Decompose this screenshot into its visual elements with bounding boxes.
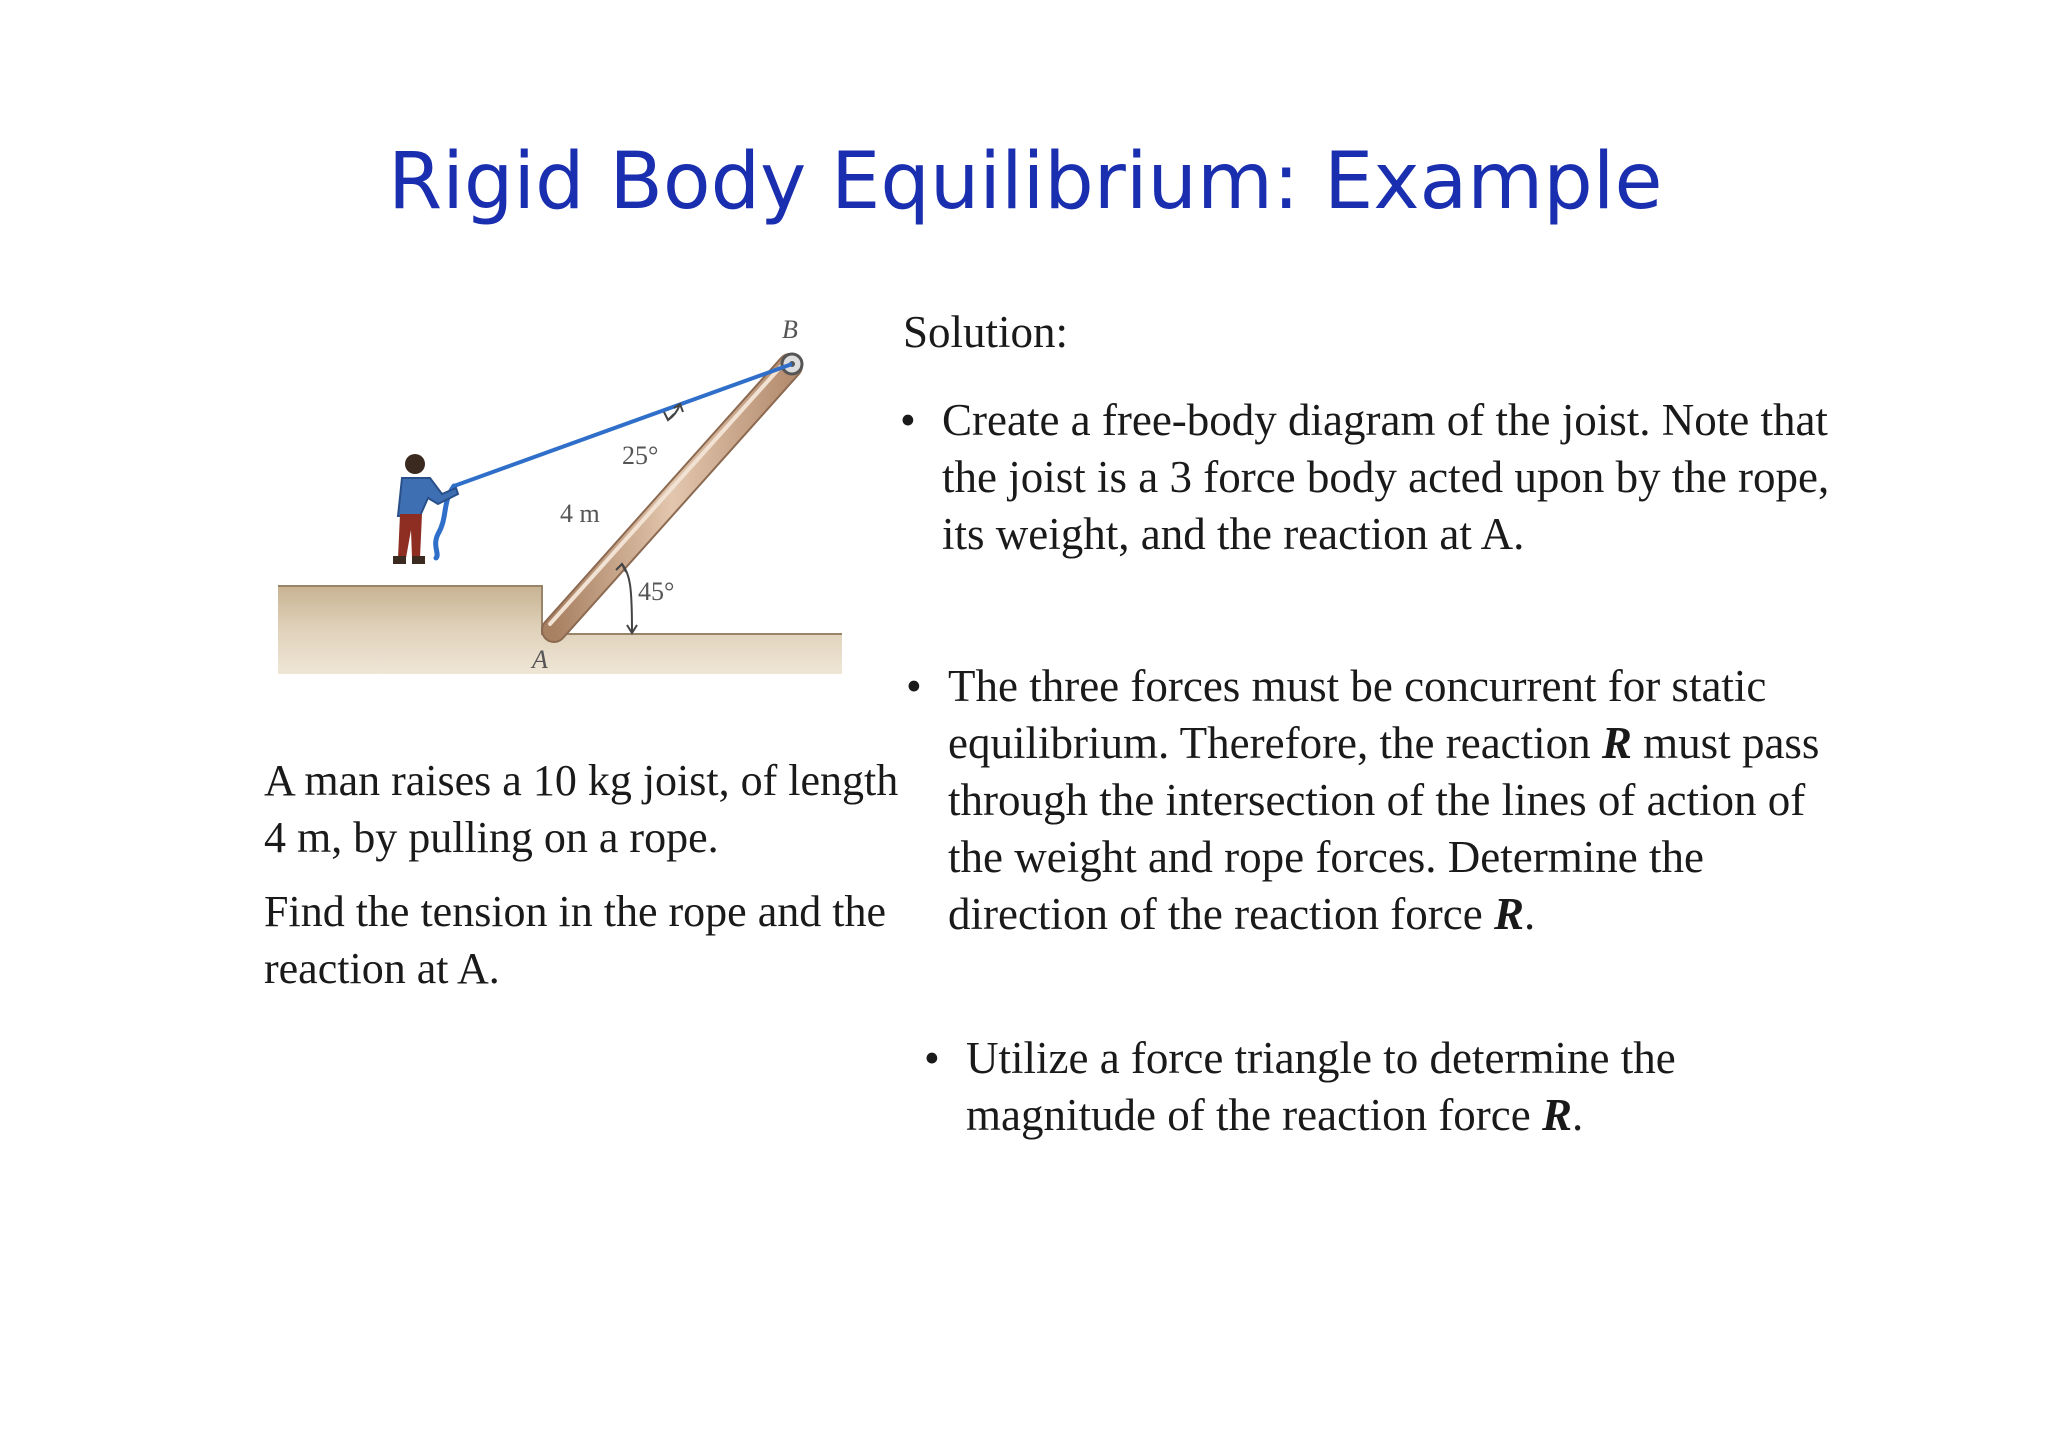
man-figure	[393, 454, 458, 564]
label-a: A	[532, 645, 548, 674]
label-angle-25: 25°	[622, 441, 659, 470]
bullet-2-part-3: .	[1524, 889, 1536, 939]
bullet-3-part-1: Utilize a force triangle to determine the magnitude of the reaction force	[966, 1033, 1676, 1140]
bullet-3-text	[966, 1030, 1844, 1144]
bullet-dot: •	[924, 1033, 940, 1083]
slide-title: Rigid Body Equilibrium: Example	[388, 137, 1663, 227]
bullet-2-text	[948, 658, 1846, 943]
solution-heading: Solution:	[903, 307, 1069, 357]
bullet-2-part-1: The three forces must be concurrent for static equilibrium. Therefore, the reaction	[948, 661, 1767, 768]
bullet-1-text: Create a free-body diagram of the joist. Note that the joist is a 3 force body acted upon by the rope, its weight, and the reaction at A.	[942, 395, 1830, 559]
reaction-symbol: R	[1542, 1090, 1573, 1140]
angle-arc-45	[622, 564, 632, 632]
bullet-dot: •	[900, 395, 916, 445]
problem-line-1: A man raises a 10 kg joist, of length 4 m, by pulling on a rope.	[264, 756, 899, 862]
joist-diagram	[270, 302, 850, 687]
bullet-3-part-2: .	[1572, 1090, 1584, 1140]
bullet-dot: •	[906, 661, 922, 711]
problem-statement	[264, 752, 904, 1014]
problem-line-2: Find the tension in the rope and the reaction at A.	[264, 887, 886, 993]
label-length: 4 m	[560, 499, 600, 528]
bullet-2-part-2: must pass through the intersection of the lines of action of the weight and rope forces. Determine the direction of the reaction force	[948, 718, 1820, 939]
reaction-symbol: R	[1493, 889, 1524, 939]
label-angle-45: 45°	[638, 577, 675, 606]
reaction-symbol: R	[1601, 718, 1632, 768]
label-b: B	[782, 315, 798, 344]
arrow-25-a	[664, 412, 674, 420]
joist-figure	[270, 302, 850, 687]
